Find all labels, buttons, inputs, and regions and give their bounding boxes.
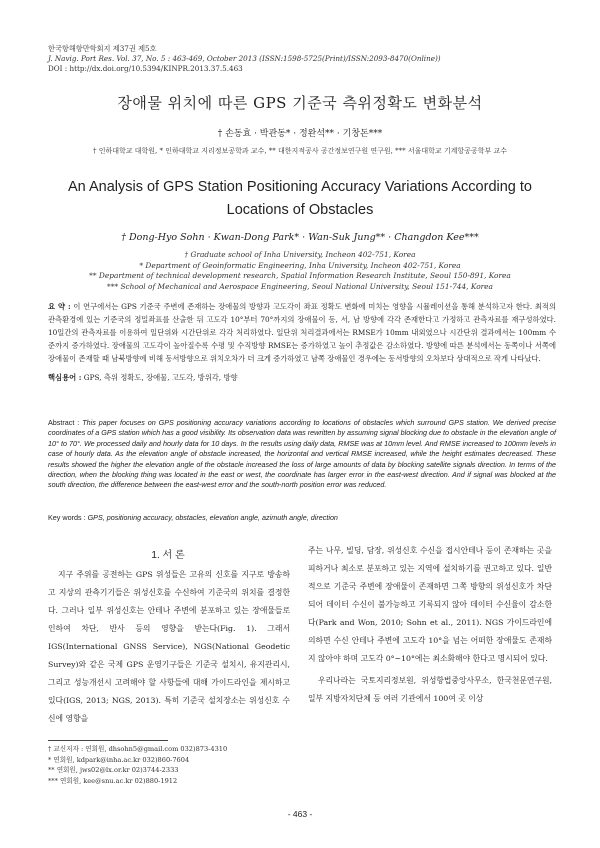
affiliation-line: * Department of Geoinformatic Engineering, Inha University, Incheon 402-751, Korea [139, 260, 461, 270]
keywords-korean-text: GPS, 측위 정확도, 장애물, 고도각, 방위각, 방향 [83, 373, 238, 382]
abstract-korean [48, 300, 556, 365]
abstract-english-text: This paper focuses on GPS positioning accuracy variations according to locations of obstacles which surround GPS station. We derived precise coordinates of a GPS station which has a good visibility. Its observation data was rewritten by assuming signal blocking due to obstacle in the elevation angle of 10° to 70°. We processed daily and hourly data for 10 days. In the results using daily data, RMSE was at 10mm level. And RMSE increased to 100mm levels in case of hourly data. As the elevation angle of obstacle increased, the horizontal and vertical RMSE increased, while the height estimates decreased. These results showed the higher the elevation angle of the obstacle increased the loss of large amounts of data by blocking satellite signals direction. In terms of the direction, when the blocking thing was located in the east or west, the coordinate has larger error in the east-west direction. And if signal was blocked at the south direction, the difference between the east-west error and the south-north position error was reduced. [48, 418, 557, 490]
keywords-korean-label: 핵심용어 : [48, 373, 82, 382]
affiliations-english [40, 250, 560, 292]
affiliation-line: † Graduate school of Inha University, Incheon 402-751, Korea [184, 250, 416, 259]
body-column-left: 지구 주위를 공전하는 GPS 위성들은 고유의 신호를 지구로 방송하고 지상의 관측기기들은 위성신호를 수신하여 기준국의 위치를 결정한다. 그러나 일부 위성신호는 안테나 주변에 분포하고 있는 장애물들로 인하여 차단, 반사 등의 영향을 받는다(Fig. 1). 그래서 IGS(International GNSS Service), NGS(National Geodetic Survey)와 같은 국제 GPS 운영기구들은 기준국 설치시, 유지관리시, 그리고 성능개선시 고려해야 할 사항들에 대해 가이드라인을 제시하고 있다(IGS, 2013; NGS, 2013). 특히 기준국 설치장소는 위성신호 수신에 영향을 [48, 570, 290, 723]
abstract-korean-label: 요 약 : [48, 302, 71, 311]
body-column-right [308, 542, 552, 708]
section-heading-introduction: 1. 서 론 [151, 550, 185, 561]
footnotes [48, 744, 227, 786]
title-korean: 장애물 위치에 따른 GPS 기준국 측위정확도 변화분석 [117, 94, 483, 112]
abstract-korean-text: 이 연구에서는 GPS 기준국 주변에 존재하는 장애물의 방향과 고도각이 좌표 정확도 변화에 미치는 영향을 시뮬레이션을 통해 분석하고자 한다. 최적의 관측환경에 있는 기준국의 정밀좌표를 산출한 뒤 고도각 10°부터 70°까지의 장애물이 동, 서, 남 방향에 각각 존재한다고 가정하고 관측자료를 재구성하였다. 10일간의 관측자료를 이용하여 일단위와 시간단위로 각각 처리하였다. 일단위 처리결과에서는 RMSE가 10mm 내외였으나 시간단위 결과에서는 100mm 수준까지 증가하였다. 장애물의 고도각이 높아질수록 수평 및 수직방향 RMSE는 증가하였고 높이 추정값은 감소하였다. 방향에 따른 분석에서는 동쪽이나 서쪽에 장애물이 존재할 때 남북방향에 비해 동서방향으로 위치오차가 더 크게 증가하였고 남쪽 장애물인 경우에는 동서방향의 오차보다 상대적으로 작게 나타났다. [48, 302, 557, 363]
footnote-item: * 연회원, kdpark@inha.ac.kr 032)860-7604 [48, 755, 190, 764]
title-english: An Analysis of GPS Station Positioning Accuracy Variations According to Locations of Obstacles [68, 179, 532, 218]
journal-header [48, 44, 441, 74]
body-paragraph: 우리나라는 국토지리정보원, 위성항법중앙사무소, 한국천문연구원, 일부 지방자치단체 등 여러 기관에서 100여 곳 이상 [308, 676, 552, 703]
abstract-english-label: Abstract : [48, 418, 80, 427]
keywords-english [48, 513, 556, 522]
footnote-item: *** 연회원, kee@snu.ac.kr 02)880-1912 [48, 776, 178, 785]
keywords-korean [48, 373, 556, 383]
journal-name-ko: 한국항해항만학회지 제37권 제5호 [48, 44, 157, 53]
abstract-english [48, 418, 556, 491]
doi-line: DOI : http://dx.doi.org/10.5394/KINPR.2013.37.5.463 [48, 64, 243, 73]
affiliation-korean: † 인하대학교 대학원, * 인하대학교 지리정보공학과 교수, ** 대한지적공사 공간정보연구원 연구원, *** 서울대학교 기계항공공학부 교수 [93, 147, 507, 155]
authors-english: † Dong-Hyo Sohn · Kwan-Dong Park* · Wan-Suk Jung** · Changdon Kee*** [121, 232, 479, 243]
affiliation-line: ** Department of technical development research, Spatial Information Research Institute, Seoul 150-891, Korea [89, 271, 511, 280]
footnote-divider [48, 740, 168, 741]
affiliation-line: *** School of Mechanical and Aerospace Engineering, Seoul National University, Seoul 151-744, Korea [107, 281, 493, 291]
keywords-english-label: Key words : [48, 513, 86, 522]
page-number: - 463 - [287, 809, 313, 819]
authors-korean: † 손동효 · 박관동* · 정완석** · 기창돈*** [217, 129, 383, 139]
journal-citation: J. Navig. Port Res. Vol. 37, No. 5 : 463-469, October 2013 (ISSN:1598-5725(Print)/ISSN:2093-8470(Online)) [48, 54, 441, 63]
footnote-item: † 교신저자 : 연회원, dhsohn5@gmail.com 032)873-4310 [48, 745, 228, 753]
body-paragraph: 주는 나무, 빌딩, 담장, 위성신호 수신을 접시안테나 등이 존재하는 곳을 피하거나 최소로 분포하고 있는 지역에 설치하기를 권고하고 있다. 일반적으로 기준국 주변에 장애물이 존재하면 그쪽 방향의 위성신호가 차단되어 데이터 수신이 불가능하고 기록되지 않아 데이터 수신율이 감소한다(Park and Won, 2010; Sohn et al., 2011). NGS 가이드라인에 의하면 수신 안테나 주변에 고도각 10°을 넘는 어떠한 장애물도 존재하지 않아야 하며 고도각 0°~10°에는 최소화해야 한다고 명시되어 있다. [308, 546, 552, 663]
keywords-english-text: GPS, positioning accuracy, obstacles, elevation angle, azimuth angle, direction [87, 513, 338, 522]
footnote-item: ** 연회원, jws02@lx.or.kr 02)3744-2333 [48, 766, 179, 774]
